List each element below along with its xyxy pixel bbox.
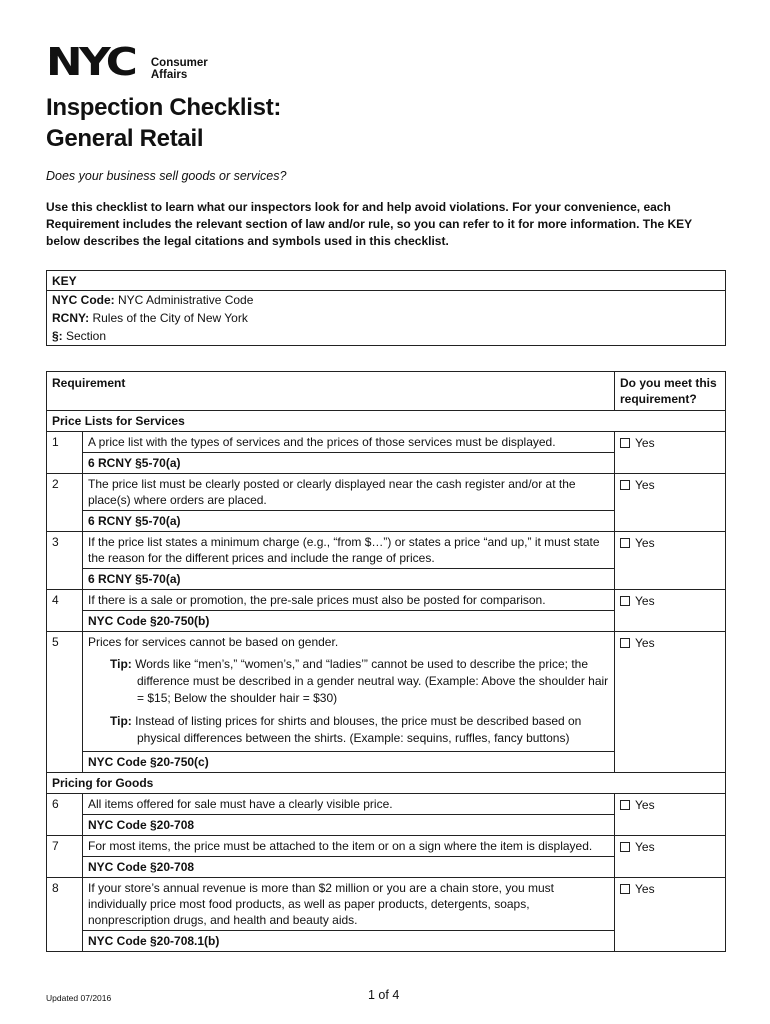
requirement-text: Prices for services cannot be based on gender. bbox=[88, 635, 339, 649]
requirement-text: If the price list states a minimum charge (e.g., “from $…”) or states a price “and up,” it must state the reason for the different prices and include the range of prices. bbox=[83, 532, 615, 569]
requirement-text: The price list must be clearly posted or clearly displayed near the cash register and/or at the place(s) where orders are placed. bbox=[83, 474, 615, 511]
yes-checkbox[interactable] bbox=[620, 438, 630, 448]
section-title: Price Lists for Services bbox=[47, 411, 726, 432]
yes-checkbox[interactable] bbox=[620, 638, 630, 648]
tip bbox=[88, 713, 609, 747]
key-desc: Section bbox=[62, 329, 107, 343]
yes-label: Yes bbox=[635, 798, 655, 812]
requirement-text: All items offered for sale must have a clearly visible price. bbox=[83, 794, 615, 815]
key-term: RCNY: bbox=[52, 311, 90, 325]
tip-label: Tip: bbox=[110, 657, 132, 671]
table-row bbox=[47, 432, 726, 453]
answer-cell bbox=[615, 532, 726, 590]
row-number: 8 bbox=[47, 878, 83, 952]
intro-question: Does your business sell goods or services? bbox=[46, 169, 287, 183]
key-item bbox=[47, 291, 725, 309]
footer-updated: Updated 07/2016 bbox=[46, 993, 112, 1003]
requirement-cell bbox=[83, 632, 615, 752]
citation: 6 RCNY §5-70(a) bbox=[83, 569, 615, 590]
table-row bbox=[47, 532, 726, 569]
yes-checkbox[interactable] bbox=[620, 884, 630, 894]
table-row bbox=[47, 590, 726, 611]
section-row bbox=[47, 411, 726, 432]
citation: 6 RCNY §5-70(a) bbox=[83, 511, 615, 532]
table-row bbox=[47, 878, 726, 931]
row-number: 2 bbox=[47, 474, 83, 532]
table-header-row bbox=[47, 372, 726, 411]
requirements-table bbox=[46, 371, 726, 952]
row-number: 6 bbox=[47, 794, 83, 836]
page-title bbox=[46, 92, 281, 154]
yes-label: Yes bbox=[635, 840, 655, 854]
yes-checkbox[interactable] bbox=[620, 800, 630, 810]
answer-cell bbox=[615, 590, 726, 632]
logo-agency-name bbox=[151, 57, 208, 81]
row-number: 3 bbox=[47, 532, 83, 590]
citation: NYC Code §20-708 bbox=[83, 815, 615, 836]
section-row bbox=[47, 773, 726, 794]
row-number: 5 bbox=[47, 632, 83, 773]
logo-text-line2: Affairs bbox=[150, 69, 188, 81]
citation: NYC Code §20-750(c) bbox=[83, 752, 615, 773]
citation: NYC Code §20-708.1(b) bbox=[83, 931, 615, 952]
yes-label: Yes bbox=[635, 436, 655, 450]
key-term: NYC Code: bbox=[52, 293, 115, 307]
logo-text-line1: Consumer bbox=[150, 57, 208, 69]
title-line1: Inspection Checklist: bbox=[46, 94, 282, 121]
yes-checkbox[interactable] bbox=[620, 596, 630, 606]
answer-cell bbox=[615, 474, 726, 532]
answer-cell bbox=[615, 878, 726, 952]
yes-label: Yes bbox=[635, 882, 655, 896]
yes-label: Yes bbox=[635, 478, 655, 492]
yes-label: Yes bbox=[635, 536, 655, 550]
yes-label: Yes bbox=[635, 594, 655, 608]
key-desc: NYC Administrative Code bbox=[114, 293, 254, 307]
requirement-text: A price list with the types of services and the prices of those services must be displayed. bbox=[83, 432, 615, 453]
yes-checkbox[interactable] bbox=[620, 480, 630, 490]
key-term: §: bbox=[52, 329, 63, 343]
header-meet-requirement: Do you meet this requirement? bbox=[615, 372, 726, 411]
answer-cell bbox=[615, 632, 726, 773]
citation: NYC Code §20-750(b) bbox=[83, 611, 615, 632]
table-row bbox=[47, 632, 726, 752]
table-row bbox=[47, 794, 726, 815]
key-box bbox=[46, 270, 726, 346]
answer-cell bbox=[615, 794, 726, 836]
answer-cell bbox=[615, 836, 726, 878]
row-number: 4 bbox=[47, 590, 83, 632]
key-title: KEY bbox=[47, 271, 725, 291]
answer-cell bbox=[615, 432, 726, 474]
key-desc: Rules of the City of New York bbox=[89, 311, 248, 325]
tip-text: Words like “men’s,” “women’s,” and “ladies’” cannot be used to describe the price; the difference must be described in a gender neutral way. (Example: Above the shoulder hair = $15; Below the shoulder hair = $30) bbox=[131, 657, 609, 705]
tip-label: Tip: bbox=[110, 714, 132, 728]
table-row bbox=[47, 474, 726, 511]
title-line2: General Retail bbox=[46, 125, 204, 152]
logo-mark: NYC bbox=[46, 40, 135, 84]
key-item bbox=[47, 327, 725, 345]
row-number: 7 bbox=[47, 836, 83, 878]
tip-text: Instead of listing prices for shirts and blouses, the price must be described based on physical differences between the shirts. (Example: sequins, ruffles, fancy buttons) bbox=[131, 714, 582, 745]
yes-label: Yes bbox=[635, 636, 655, 650]
tip bbox=[88, 656, 609, 707]
citation: 6 RCNY §5-70(a) bbox=[83, 453, 615, 474]
nyc-logo bbox=[46, 40, 208, 84]
requirement-text: For most items, the price must be attached to the item or on a sign where the item is displayed. bbox=[83, 836, 615, 857]
table-row bbox=[47, 836, 726, 857]
requirement-text: If your store’s annual revenue is more than $2 million or you are a chain store, you must individually price most food products, as well as paper products, detergents, soaps, nonprescription drugs, and health and beauty aids. bbox=[83, 878, 615, 931]
footer-page-number: 1 of 4 bbox=[368, 988, 400, 1002]
requirement-text: If there is a sale or promotion, the pre-sale prices must also be posted for comparison. bbox=[83, 590, 615, 611]
row-number: 1 bbox=[47, 432, 83, 474]
intro-paragraph: Use this checklist to learn what our inspectors look for and help avoid violations. For your convenience, each Requirement includes the relevant section of law and/or rule, so you can refer to it for more information. The KEY below describes the legal citations and symbols used in this checklist. bbox=[46, 200, 692, 248]
header-requirement: Requirement bbox=[47, 372, 615, 411]
citation: NYC Code §20-708 bbox=[83, 857, 615, 878]
yes-checkbox[interactable] bbox=[620, 538, 630, 548]
key-item bbox=[47, 309, 725, 327]
section-title: Pricing for Goods bbox=[47, 773, 726, 794]
yes-checkbox[interactable] bbox=[620, 842, 630, 852]
